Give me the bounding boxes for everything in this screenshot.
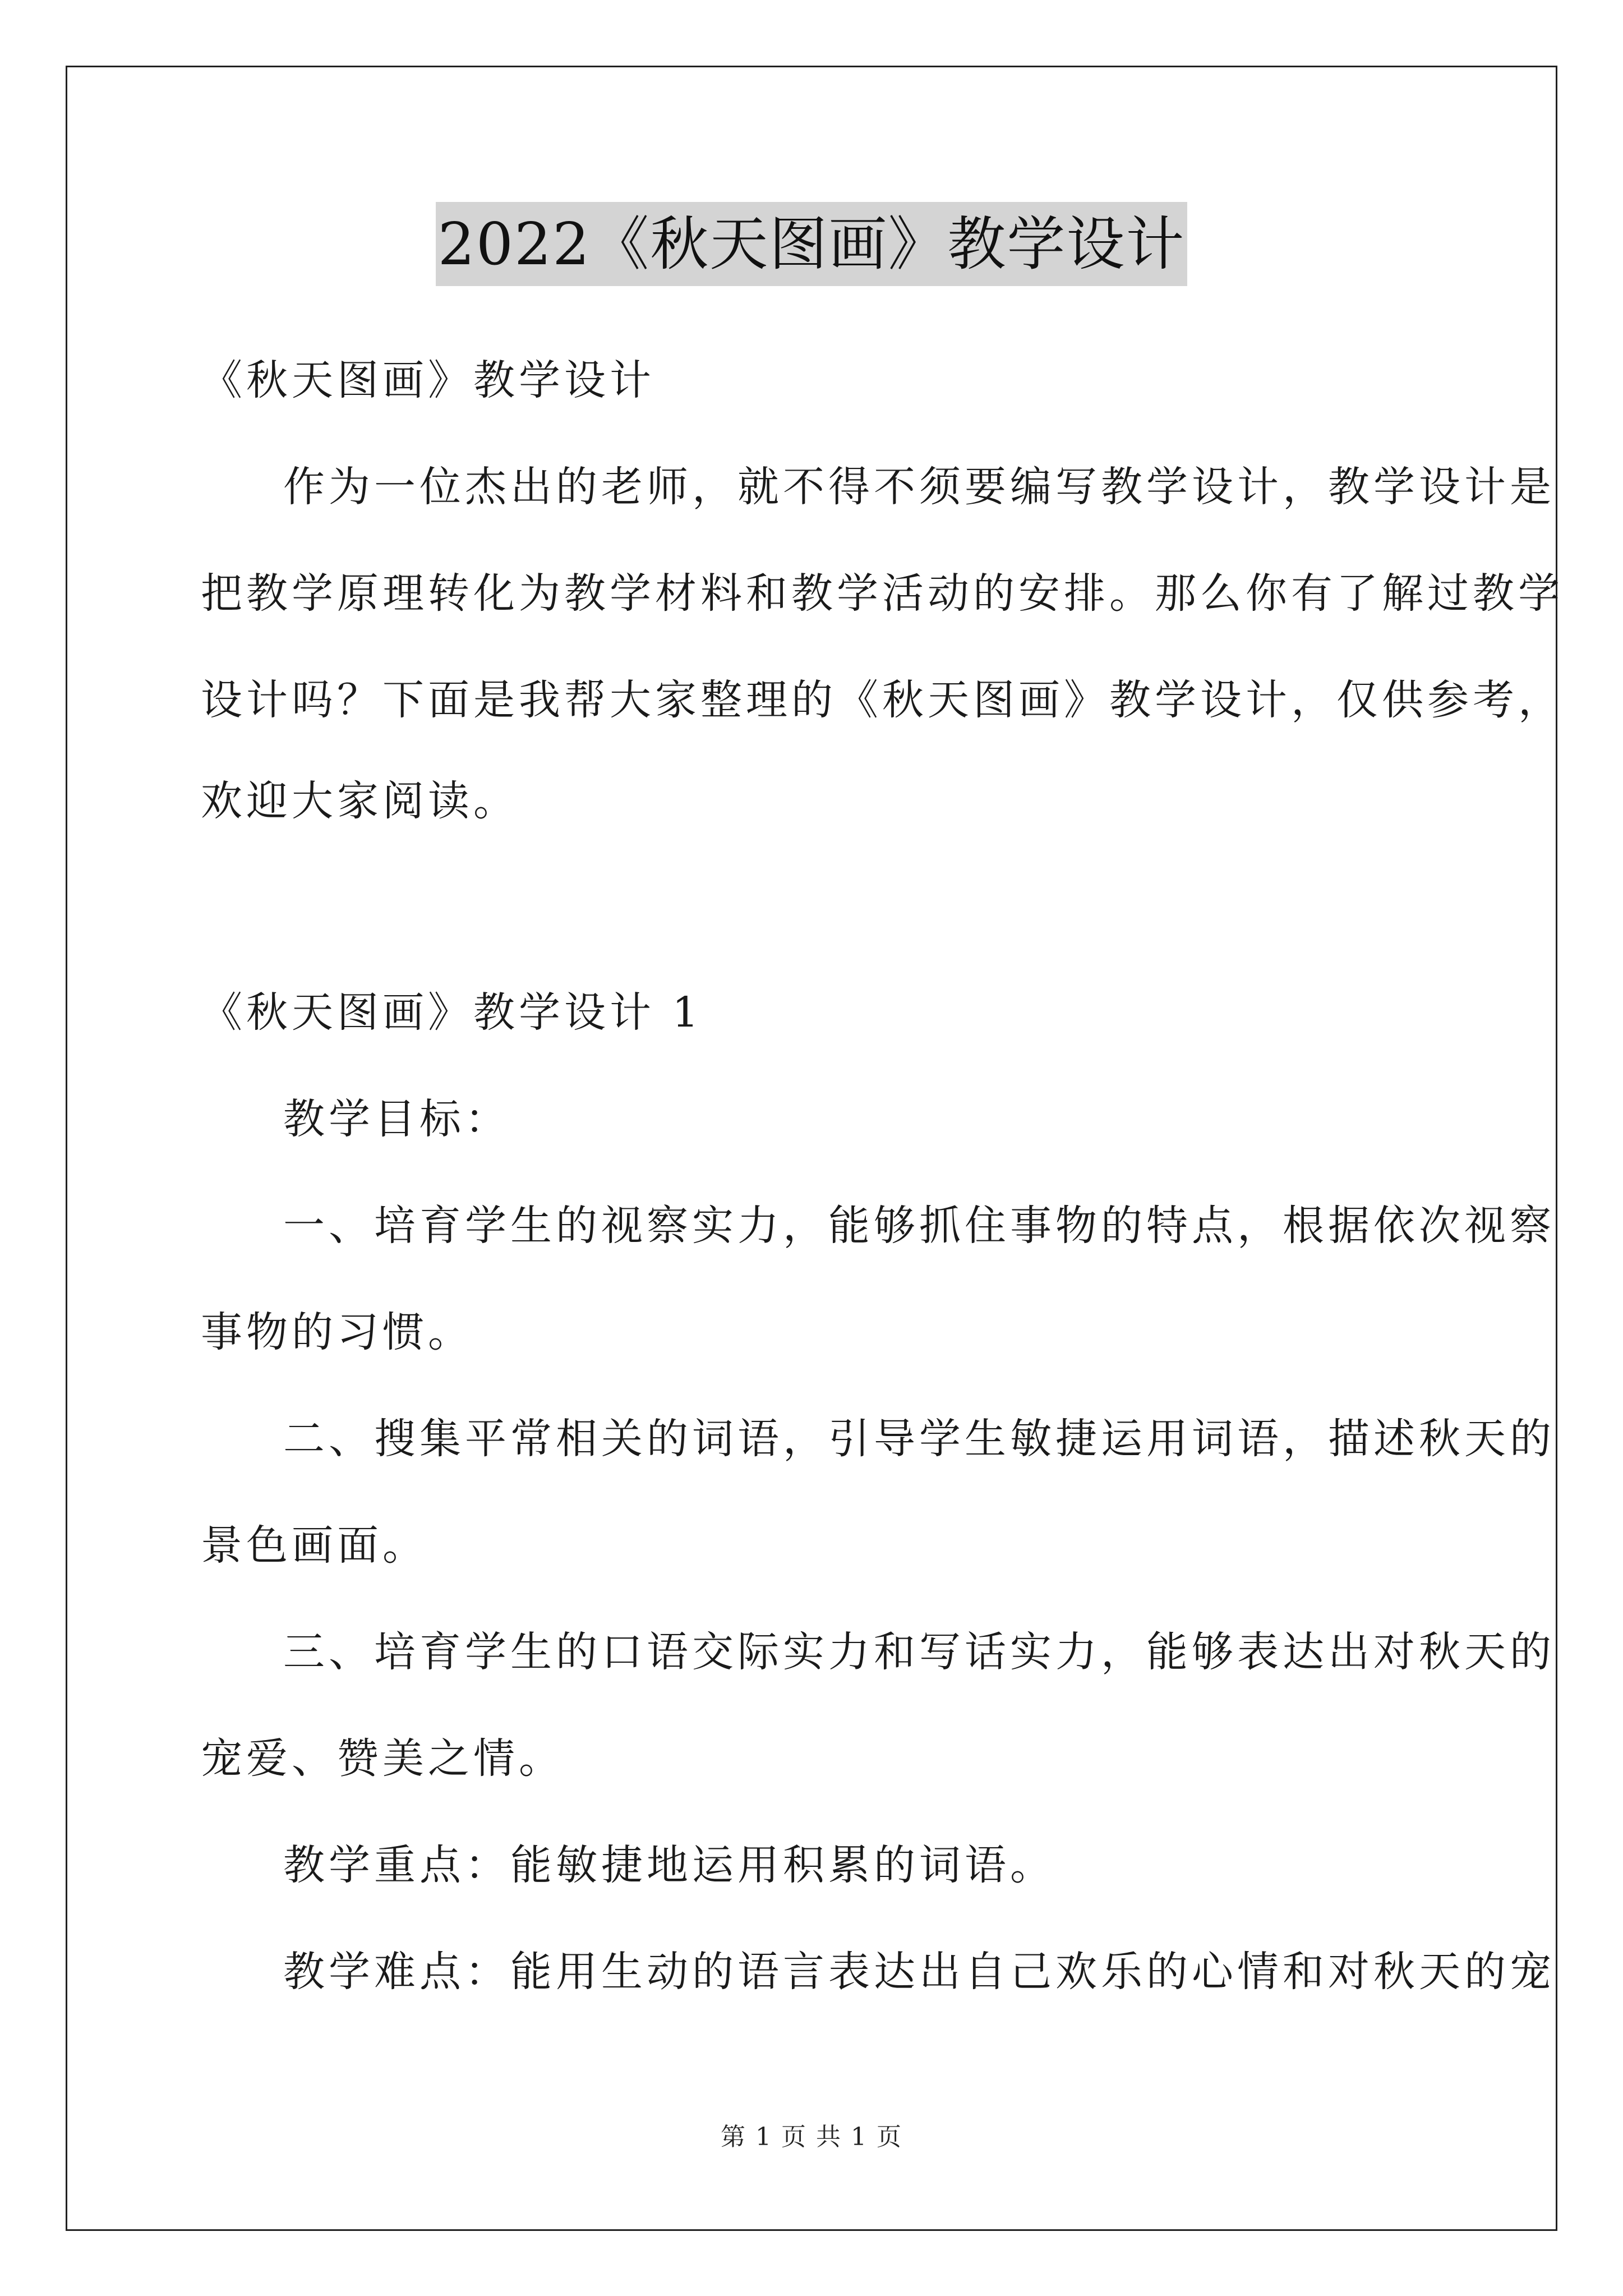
title-container — [0, 202, 1623, 286]
paragraph-line: 宠爱、赞美之情。 — [201, 1734, 564, 1783]
subtitle-line: 《秋天图画》教学设计 — [201, 356, 655, 404]
document-title: 2022《秋天图画》教学设计 — [436, 202, 1188, 286]
paragraph-line: 教学重点：能敏捷地运用积累的词语。 — [283, 1841, 1055, 1889]
paragraph-line: 作为一位杰出的老师，就不得不须要编写教学设计，教学设计是 — [283, 463, 1555, 511]
paragraph-line: 欢迎大家阅读。 — [201, 777, 519, 825]
paragraph-line: 二、搜集平常相关的词语，引导学生敏捷运用词语，描述秋天的 — [283, 1415, 1555, 1463]
paragraph-line: 景色画面。 — [201, 1521, 428, 1570]
section-heading: 《秋天图画》教学设计 1 — [201, 988, 703, 1037]
paragraph-line: 教学目标： — [283, 1095, 510, 1143]
paragraph-line: 三、培育学生的口语交际实力和写话实力，能够表达出对秋天的 — [283, 1628, 1555, 1676]
page-footer: 第 1 页 共 1 页 — [721, 2123, 902, 2151]
paragraph-line: 一、培育学生的视察实力，能够抓住事物的特点，根据依次视察 — [283, 1202, 1555, 1250]
paragraph-line: 事物的习惯。 — [201, 1308, 473, 1356]
paragraph-line: 教学难点：能用生动的语言表达出自己欢乐的心情和对秋天的宠 — [283, 1948, 1555, 1996]
paragraph-line: 设计吗？下面是我帮大家整理的《秋天图画》教学设计，仅供参考， — [201, 676, 1564, 724]
paragraph-line: 把教学原理转化为教学材料和教学活动的安排。那么你有了解过教学 — [201, 569, 1564, 618]
